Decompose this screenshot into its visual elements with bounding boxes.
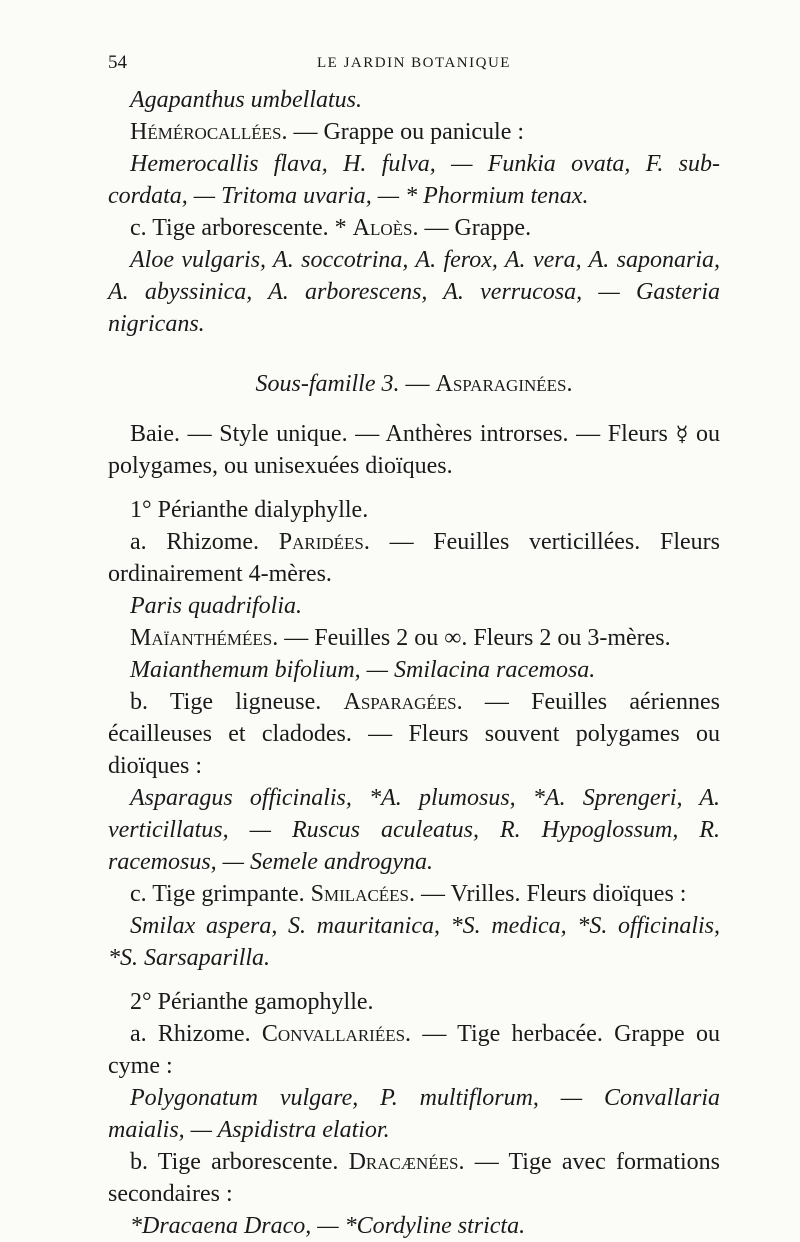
section-dash: — <box>399 371 436 397</box>
paragraph <box>108 782 720 878</box>
paragraph <box>108 418 720 482</box>
taxon-name: Aloès. <box>352 215 419 241</box>
taxon-name: Hémérocallées. <box>130 119 288 145</box>
paragraph <box>108 526 720 590</box>
paragraph <box>108 148 720 212</box>
species-list: Hemerocallis flava, H. fulva, — Funkia ovata, F. sub-cordata, — Tritoma uvaria, — * Phormium tenax. <box>108 151 720 209</box>
running-title: LE JARDIN BOTANIQUE <box>317 55 511 71</box>
paragraph <box>108 116 720 148</box>
page-number: 54 <box>108 52 127 73</box>
text-segment: — Tige herbacée. Grappe ou cyme : <box>108 1021 720 1079</box>
text-segment: b. Tige arborescente. <box>130 1149 349 1175</box>
species-list: Polygonatum vulgare, P. multiflorum, — Convallaria maialis, — Aspidistra elatior. <box>108 1085 720 1143</box>
paragraph <box>108 1018 720 1082</box>
paragraph <box>108 1146 720 1210</box>
section-title <box>108 368 720 400</box>
text-segment: — Feuilles 2 ou ∞. Fleurs 2 ou 3-mères. <box>278 625 671 651</box>
text-segment: — Vrilles. Fleurs dioïques : <box>415 881 687 907</box>
paragraph <box>108 590 720 622</box>
taxon-name: Maïanthémées. <box>130 625 279 651</box>
text-segment: b. Tige ligneuse. <box>130 689 344 715</box>
text-segment: c. Tige arborescente. * <box>130 215 353 241</box>
paragraph <box>108 622 720 654</box>
paragraph <box>108 494 720 526</box>
paragraph <box>108 1082 720 1146</box>
text-segment: — Grappe. <box>418 215 532 241</box>
species-list: Smilax aspera, S. mauritanica, *S. medica, *S. officinalis, *S. Sarsaparilla. <box>108 913 720 971</box>
paragraph <box>108 654 720 686</box>
hermaphrodite-symbol: ☿ <box>675 422 689 446</box>
paragraph <box>108 986 720 1018</box>
paragraph-group-hemerocallees <box>108 84 720 340</box>
species-list: Asparagus officinalis, *A. plumosus, *A. Sprengeri, A. verticillatus, — Ruscus aculeatus, R. Hypoglossum, R. racemosus, — Semele androgyna. <box>108 785 720 875</box>
text-segment: 1° Périanthe dialyphylle. <box>130 497 369 523</box>
species-list: Agapanthus umbellatus. <box>130 87 362 113</box>
paragraph <box>108 1210 720 1242</box>
species-list: *Dracaena Draco, — *Cordyline stricta. <box>130 1213 526 1239</box>
text-segment: — Tige avec formations secondaires : <box>108 1149 720 1207</box>
section-name: Asparaginées. <box>435 371 573 397</box>
text-segment: — Feuilles aériennes écailleuses et cladodes. — Fleurs souvent polygames ou dioïques : <box>108 689 720 779</box>
paragraph <box>108 84 720 116</box>
page-header <box>108 48 720 78</box>
page-body <box>108 84 720 1242</box>
taxon-name: Asparagées. <box>343 689 463 715</box>
paragraph <box>108 212 720 244</box>
paragraph-group-asparaginees <box>108 418 720 1242</box>
paragraph <box>108 910 720 974</box>
species-list: Aloe vulgaris, A. soccotrina, A. ferox, A. vera, A. saponaria, A. abyssinica, A. arborescens, A. verrucosa, — Gasteria nigricans. <box>108 247 720 337</box>
paragraph <box>108 878 720 910</box>
species-list: Maianthemum bifolium, — Smilacina racemosa. <box>130 657 596 683</box>
text-segment: Baie. — Style unique. — Anthères introrses. — Fleurs <box>130 421 676 447</box>
taxon-name: Paridées. <box>278 529 370 555</box>
text-segment: a. Rhizome. <box>130 1021 262 1047</box>
text-segment: — Feuilles verticillées. Fleurs ordinairement 4-mères. <box>108 529 720 587</box>
text-segment: a. Rhizome. <box>130 529 279 555</box>
taxon-name: Dracænées. <box>348 1149 465 1175</box>
text-segment: 2° Périanthe gamophylle. <box>130 989 374 1015</box>
text-segment: — Grappe ou panicule : <box>287 119 525 145</box>
section-label: Sous-famille 3. <box>255 371 400 397</box>
text-segment: c. Tige grimpante. <box>130 881 311 907</box>
paragraph <box>108 686 720 782</box>
text-segment: ou polygames, ou unisexuées dioïques. <box>108 421 720 479</box>
species-list: Paris quadrifolia. <box>130 593 303 619</box>
taxon-name: Convallariées. <box>261 1021 412 1047</box>
taxon-name: Smilacées. <box>310 881 416 907</box>
paragraph <box>108 244 720 340</box>
